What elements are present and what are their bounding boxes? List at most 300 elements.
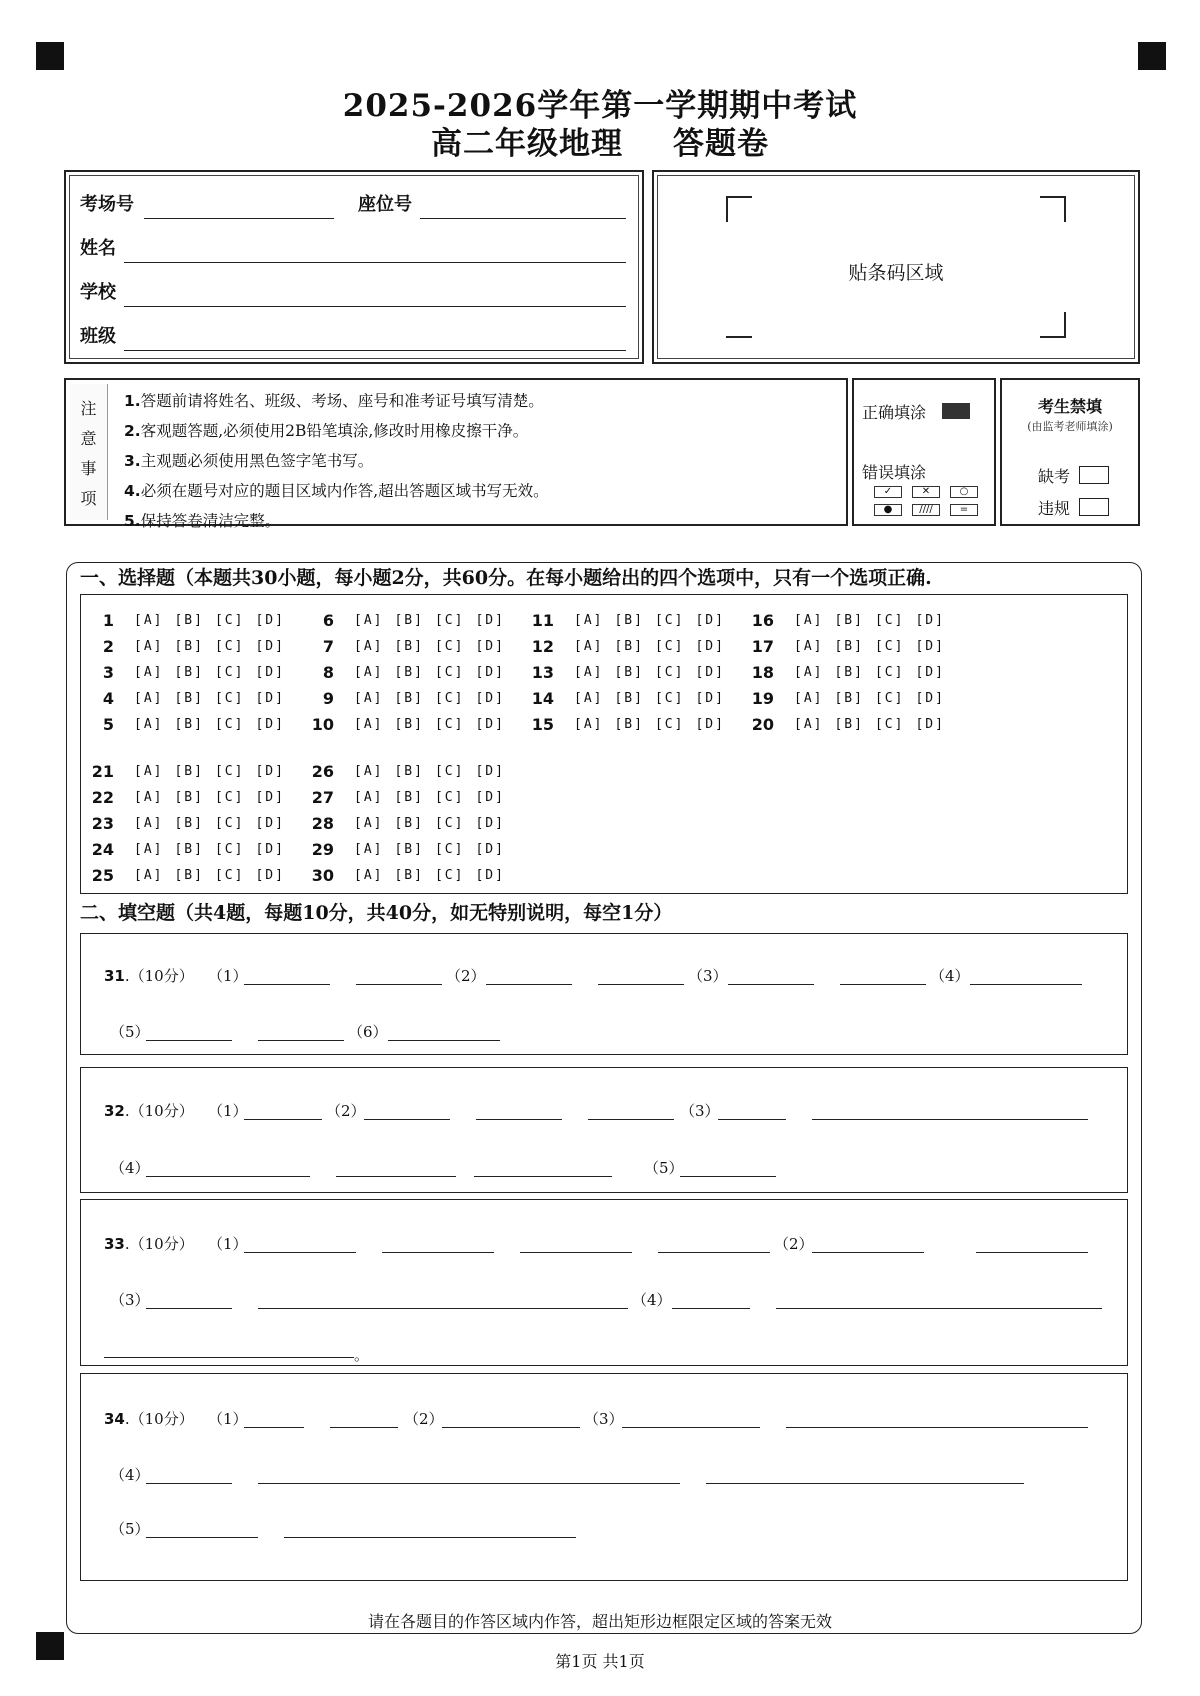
mc-option-bubble[interactable]: [A] [574,717,604,732]
violation-label: 违规 [1038,499,1071,518]
mc-option-bubble[interactable]: [C] [654,665,685,680]
mc-option-bubble[interactable]: [B] [394,790,424,805]
mc-question-number: 1 [102,611,114,630]
mc-option-bubble[interactable]: [D] [255,613,285,628]
mc-option-bubble[interactable]: [B] [834,639,864,654]
question-32-header: 32.（10分） [104,1102,194,1120]
mc-option-bubble[interactable]: [D] [255,868,285,883]
mc-option-bubble[interactable]: [A] [574,613,604,628]
q33-part1-label: （1） [208,1235,248,1253]
mc-option-bubble[interactable]: [B] [394,639,424,654]
note-item: 5.保持答卷清洁完整。 [124,512,281,530]
mc-option-bubble[interactable]: [C] [654,613,685,628]
mc-option-bubble[interactable]: [D] [475,691,505,706]
mc-question-row [80,788,285,807]
answer-blank[interactable] [146,1483,232,1484]
mc-question-row [740,663,945,682]
mc-option-bubble[interactable]: [B] [174,717,204,732]
mc-question-number: 14 [531,689,554,708]
mc-option-bubble[interactable]: [C] [434,613,465,628]
mc-option-bubble[interactable]: [D] [475,816,505,831]
mc-option-bubble[interactable]: [C] [214,691,245,706]
mc-question-number: 13 [531,663,554,682]
answer-blank[interactable] [146,1040,232,1041]
mc-question-row [740,715,945,734]
answer-blank[interactable] [356,984,442,985]
answer-blank[interactable] [812,1252,924,1253]
mc-option-bubble[interactable]: [D] [915,665,945,680]
mc-question-number: 6 [322,611,334,630]
mc-question-number: 17 [751,637,774,656]
mc-option-bubble[interactable]: [B] [174,816,204,831]
mc-option-bubble[interactable]: [A] [134,665,164,680]
exam-status-box [1000,378,1140,526]
mc-option-bubble[interactable]: [D] [475,639,505,654]
crop-mark [1040,312,1066,338]
mc-option-bubble[interactable]: [D] [475,717,505,732]
mc-option-bubble[interactable]: [C] [874,613,905,628]
mc-option-bubble[interactable]: [D] [255,665,285,680]
mc-option-bubble[interactable]: [A] [354,691,384,706]
mc-question-number: 28 [311,814,334,833]
mc-option-bubble[interactable]: [D] [475,665,505,680]
fill-example-box [852,378,996,526]
mc-option-bubble[interactable]: [B] [174,613,204,628]
mc-option-bubble[interactable]: [D] [475,764,505,779]
mc-option-bubble[interactable]: [D] [695,639,725,654]
mc-option-bubble[interactable]: [C] [214,717,245,732]
mc-option-bubble[interactable]: [C] [434,816,465,831]
answer-blank[interactable] [976,1252,1088,1253]
mc-option-bubble[interactable]: [B] [614,691,644,706]
mc-option-bubble[interactable]: [D] [695,613,725,628]
mc-option-bubble[interactable]: [D] [915,717,945,732]
answer-blank[interactable] [244,1119,322,1120]
mc-option-bubble[interactable]: [D] [475,842,505,857]
q34-part4-label: （4） [110,1466,150,1484]
mc-option-bubble[interactable]: [A] [354,790,384,805]
mc-question-number: 7 [322,637,334,656]
mc-question-row [300,814,505,833]
mc-question-row [520,637,725,656]
mc-option-bubble[interactable]: [D] [915,613,945,628]
mc-question-number: 20 [751,715,774,734]
school-label: 学校 [80,282,116,303]
mc-option-bubble[interactable]: [A] [134,639,164,654]
mc-option-bubble[interactable]: [A] [134,868,164,883]
answer-blank[interactable] [336,1176,456,1177]
notes-box [64,378,848,530]
mc-option-bubble[interactable]: [C] [874,665,905,680]
note-item: 1.答题前请将姓名、班级、考场、座号和准考证号填写清楚。 [124,392,544,410]
mc-question-row [300,866,505,885]
mc-option-bubble[interactable]: [A] [794,613,824,628]
mc-option-bubble[interactable]: [A] [794,665,824,680]
answer-blank[interactable] [622,1427,760,1428]
mc-option-bubble[interactable]: [A] [134,717,164,732]
answer-blank[interactable] [244,1252,356,1253]
q31-part4-label: （4） [930,967,970,985]
mc-question-row [80,840,285,859]
notes-side-label: 注 意 事 项 [70,384,108,520]
mc-option-bubble[interactable]: [B] [614,665,644,680]
wrong-mark-dot: ● [874,504,902,516]
mc-option-bubble[interactable]: [C] [874,639,905,654]
section2-title: 二、填空题（共4题，每题10分，共40分，如无特别说明，每空1分） [80,902,673,924]
answer-blank[interactable] [588,1119,674,1120]
violation-checkbox[interactable] [1079,498,1109,516]
mc-option-bubble[interactable]: [C] [434,639,465,654]
mc-option-bubble[interactable]: [C] [214,665,245,680]
subject-label: 高二年级地理 [431,126,623,162]
name-field[interactable] [124,262,626,263]
answer-blank[interactable] [364,1119,450,1120]
answer-blank[interactable] [244,984,330,985]
q31-part1-label: （1） [208,967,248,985]
q31-part5-label: （5） [110,1023,150,1041]
mc-option-bubble[interactable]: [C] [214,816,245,831]
q32-part1-label: （1） [208,1102,248,1120]
mc-option-bubble[interactable]: [C] [654,717,685,732]
mc-option-bubble[interactable]: [A] [134,613,164,628]
answer-blank[interactable] [706,1483,1024,1484]
mc-option-bubble[interactable]: [B] [174,639,204,654]
mc-option-bubble[interactable]: [D] [695,691,725,706]
mc-question-row [80,637,285,656]
mc-question-row [80,611,285,630]
note-item: 3.主观题必须使用黑色签字笔书写。 [124,452,374,470]
q33-part3-label: （3） [110,1291,150,1309]
page-title: 2025-2026学年第一学期期中考试 [342,88,858,124]
mc-option-bubble[interactable]: [B] [174,764,204,779]
answer-blank[interactable] [258,1308,628,1309]
mc-question-number: 9 [322,689,334,708]
mc-question-row [80,663,285,682]
answer-blank[interactable] [442,1427,580,1428]
mc-question-number: 23 [91,814,114,833]
correct-fill-mark [942,403,970,419]
answer-blank[interactable] [146,1537,258,1538]
mc-option-bubble[interactable]: [A] [134,790,164,805]
answer-blank[interactable] [658,1252,770,1253]
mc-option-bubble[interactable]: [B] [174,665,204,680]
mc-option-bubble[interactable]: [A] [574,691,604,706]
mc-option-bubble[interactable]: [A] [134,842,164,857]
question-33-header: 33.（10分） [104,1235,194,1253]
crop-mark [726,196,752,222]
answer-blank[interactable] [244,1427,304,1428]
mc-question-row [80,762,285,781]
mc-question-number: 24 [91,840,114,859]
sheet-type-label: 答题卷 [673,126,769,162]
mc-question-row [740,611,945,630]
mc-option-bubble[interactable]: [A] [354,639,384,654]
section1-title: 一、选择题（本题共30小题，每小题2分，共60分。在每小题给出的四个选项中，只有一个选项正确. [80,567,932,589]
mc-option-bubble[interactable]: [C] [434,665,465,680]
q31-part3-label: （3） [688,967,728,985]
mc-option-bubble[interactable]: [C] [434,717,465,732]
page-subtitle [0,118,1200,163]
mc-option-bubble[interactable]: [B] [834,665,864,680]
answer-blank[interactable] [146,1308,232,1309]
question-34-box [80,1373,1128,1581]
mc-option-bubble[interactable]: [B] [394,613,424,628]
mc-option-bubble[interactable]: [C] [434,764,465,779]
mc-question-row [300,762,505,781]
mc-question-row [80,814,285,833]
q33-end-mark: 。 [354,1346,370,1364]
mc-question-number: 10 [311,715,334,734]
mc-option-bubble[interactable]: [B] [614,717,644,732]
mc-option-bubble[interactable]: [A] [354,842,384,857]
mc-option-bubble[interactable]: [A] [354,764,384,779]
mc-option-bubble[interactable]: [C] [214,790,245,805]
mc-question-number: 26 [311,762,334,781]
mc-option-bubble[interactable]: [A] [354,868,384,883]
answer-blank[interactable] [474,1176,612,1177]
answer-blank[interactable] [840,984,926,985]
exam-status-subtitle: (由监考老师填涂) [1027,420,1113,433]
mc-option-bubble[interactable]: [C] [434,842,465,857]
page-number: 第1页 共1页 [555,1652,645,1671]
answer-blank[interactable] [258,1483,680,1484]
absent-checkbox[interactable] [1079,466,1109,484]
mc-option-bubble[interactable]: [A] [574,665,604,680]
mc-question-row [80,689,285,708]
mc-question-row [300,689,505,708]
mc-question-number: 11 [531,611,554,630]
wrong-mark-circle: ○ [950,486,978,498]
answer-blank[interactable] [486,984,572,985]
barcode-label: 贴条码区域 [848,262,944,284]
barcode-area [652,170,1140,364]
mc-question-row [520,663,725,682]
mc-question-number: 18 [751,663,774,682]
mc-option-bubble[interactable]: [D] [255,717,285,732]
class-field[interactable] [124,350,626,351]
mc-question-row [520,689,725,708]
answer-blank[interactable] [680,1176,776,1177]
q33-part4-label: （4） [632,1291,672,1309]
answer-blank[interactable] [104,1357,354,1358]
mc-option-bubble[interactable]: [C] [434,691,465,706]
mc-option-bubble[interactable]: [D] [255,790,285,805]
mc-question-number: 8 [322,663,334,682]
mc-question-number: 16 [751,611,774,630]
mc-option-bubble[interactable]: [C] [214,868,245,883]
mc-question-number: 2 [102,637,114,656]
exam-room-label: 考场号 [80,194,134,215]
mc-question-number: 22 [91,788,114,807]
mc-option-bubble[interactable]: [D] [475,790,505,805]
name-label: 姓名 [80,238,116,259]
mc-question-number: 12 [531,637,554,656]
wrong-mark-cross: ✕ [912,486,940,498]
mc-option-bubble[interactable]: [B] [834,691,864,706]
mc-option-bubble[interactable]: [B] [834,717,864,732]
answer-blank[interactable] [284,1537,576,1538]
correct-fill-label: 正确填涂 [862,403,927,422]
school-field[interactable] [124,306,626,307]
mc-question-number: 15 [531,715,554,734]
mc-option-bubble[interactable]: [A] [354,816,384,831]
mc-option-bubble[interactable]: [D] [475,868,505,883]
mc-option-bubble[interactable]: [C] [434,868,465,883]
mc-option-bubble[interactable]: [A] [574,639,604,654]
answer-blank[interactable] [382,1252,494,1253]
mc-question-row [520,611,725,630]
mc-question-row [520,715,725,734]
wrong-mark-line: = [950,504,978,516]
mc-option-bubble[interactable]: [D] [915,639,945,654]
mc-question-number: 29 [311,840,334,859]
question-31-header: 31.（10分） [104,967,194,985]
notes-list [124,386,838,536]
note-item: 2.客观题答题,必须使用2B铅笔填涂,修改时用橡皮擦干净。 [124,422,529,440]
mc-option-bubble[interactable]: [C] [874,717,905,732]
mc-question-number: 27 [311,788,334,807]
answer-blank[interactable] [146,1176,310,1177]
mc-option-bubble[interactable]: [C] [214,613,245,628]
seat-label: 座位号 [358,194,412,215]
answer-blank[interactable] [970,984,1082,985]
answer-blank[interactable] [718,1119,786,1120]
mc-option-bubble[interactable]: [B] [174,868,204,883]
mc-option-bubble[interactable]: [D] [695,717,725,732]
answer-blank[interactable] [598,984,684,985]
registration-mark-top-left [36,42,64,70]
mc-option-bubble[interactable]: [C] [654,691,685,706]
mc-question-row [300,715,505,734]
question-33-box [80,1199,1128,1366]
registration-mark-top-right [1138,42,1166,70]
mc-question-number: 4 [102,689,114,708]
mc-option-bubble[interactable]: [B] [394,665,424,680]
wrong-mark-check: ✓ [874,486,902,498]
q32-part3-label: （3） [680,1102,720,1120]
mc-option-bubble[interactable]: [A] [354,717,384,732]
mc-question-row [300,611,505,630]
class-label: 班级 [80,326,116,347]
mc-option-bubble[interactable]: [C] [654,639,685,654]
mc-question-row [300,663,505,682]
mc-question-row [80,715,285,734]
mc-option-bubble[interactable]: [D] [255,764,285,779]
answer-blank[interactable] [812,1119,1088,1120]
mc-option-bubble[interactable]: [B] [394,816,424,831]
mc-option-bubble[interactable]: [B] [394,691,424,706]
mc-question-number: 5 [102,715,114,734]
mc-option-bubble[interactable]: [A] [354,613,384,628]
mc-option-bubble[interactable]: [C] [874,691,905,706]
mc-option-bubble[interactable]: [C] [214,842,245,857]
mc-option-bubble[interactable]: [B] [614,613,644,628]
wrong-mark-hatch: //// [912,504,940,516]
crop-mark [726,336,752,338]
wrong-fill-label: 错误填涂 [862,463,927,482]
answer-blank[interactable] [258,1040,344,1041]
mc-option-bubble[interactable]: [D] [695,665,725,680]
mc-option-bubble[interactable]: [A] [354,665,384,680]
mc-option-bubble[interactable]: [B] [394,717,424,732]
q34-part2-label: （2） [404,1410,444,1428]
mc-question-row [740,637,945,656]
answer-blank[interactable] [476,1119,562,1120]
answer-blank[interactable] [728,984,814,985]
mc-option-bubble[interactable]: [B] [394,764,424,779]
mc-question-number: 25 [91,866,114,885]
crop-mark [1040,196,1066,222]
answer-blank[interactable] [672,1308,750,1309]
seat-field[interactable] [420,218,626,219]
answer-blank[interactable] [330,1427,398,1428]
mc-option-bubble[interactable]: [A] [794,639,824,654]
q32-part4-label: （4） [110,1159,150,1177]
q33-part2-label: （2） [774,1235,814,1253]
mc-option-bubble[interactable]: [D] [475,613,505,628]
mc-option-bubble[interactable]: [B] [174,842,204,857]
mc-option-bubble[interactable]: [B] [614,639,644,654]
mc-option-bubble[interactable]: [D] [255,691,285,706]
note-item: 4.必须在题号对应的题目区域内作答,超出答题区域书写无效。 [124,482,549,500]
mc-question-number: 30 [311,866,334,885]
q31-part2-label: （2） [446,967,486,985]
q34-part3-label: （3） [584,1410,624,1428]
question-32-box [80,1067,1128,1193]
q32-part2-label: （2） [326,1102,366,1120]
mc-option-bubble[interactable]: [D] [255,816,285,831]
q32-part5-label: （5） [644,1159,684,1177]
mc-option-bubble[interactable]: [B] [174,691,204,706]
exam-status-title: 考生禁填 [1037,397,1102,416]
mc-option-bubble[interactable]: [C] [214,639,245,654]
q34-part5-label: （5） [110,1520,150,1538]
mc-option-bubble[interactable]: [A] [134,816,164,831]
mc-question-row [300,840,505,859]
mc-question-row [80,866,285,885]
mc-option-bubble[interactable]: [B] [394,868,424,883]
mc-option-bubble[interactable]: [D] [255,842,285,857]
mc-option-bubble[interactable]: [D] [255,639,285,654]
mc-question-row [300,788,505,807]
mc-option-bubble[interactable]: [B] [394,842,424,857]
question-31-box [80,933,1128,1055]
mc-option-bubble[interactable]: [B] [834,613,864,628]
mc-question-number: 21 [91,762,114,781]
answer-blank[interactable] [786,1427,1088,1428]
mc-option-bubble[interactable]: [D] [915,691,945,706]
exam-room-field[interactable] [144,218,334,219]
mc-option-bubble[interactable]: [A] [134,691,164,706]
mc-option-bubble[interactable]: [A] [794,717,824,732]
mc-option-bubble[interactable]: [A] [134,764,164,779]
answer-blank[interactable] [388,1040,500,1041]
mc-option-bubble[interactable]: [A] [794,691,824,706]
answer-blank[interactable] [776,1308,1102,1309]
mc-option-bubble[interactable]: [C] [434,790,465,805]
mc-question-number: 3 [102,663,114,682]
mc-question-row [740,689,945,708]
q31-part6-label: （6） [348,1023,388,1041]
answer-blank[interactable] [520,1252,632,1253]
mc-option-bubble[interactable]: [C] [214,764,245,779]
mc-question-number: 19 [751,689,774,708]
q34-part1-label: （1） [208,1410,248,1428]
absent-label: 缺考 [1038,467,1071,486]
question-34-header: 34.（10分） [104,1410,194,1428]
mc-option-bubble[interactable]: [B] [174,790,204,805]
footer-note: 请在各题目的作答区域内作答，超出矩形边框限定区域的答案无效 [367,1612,832,1631]
